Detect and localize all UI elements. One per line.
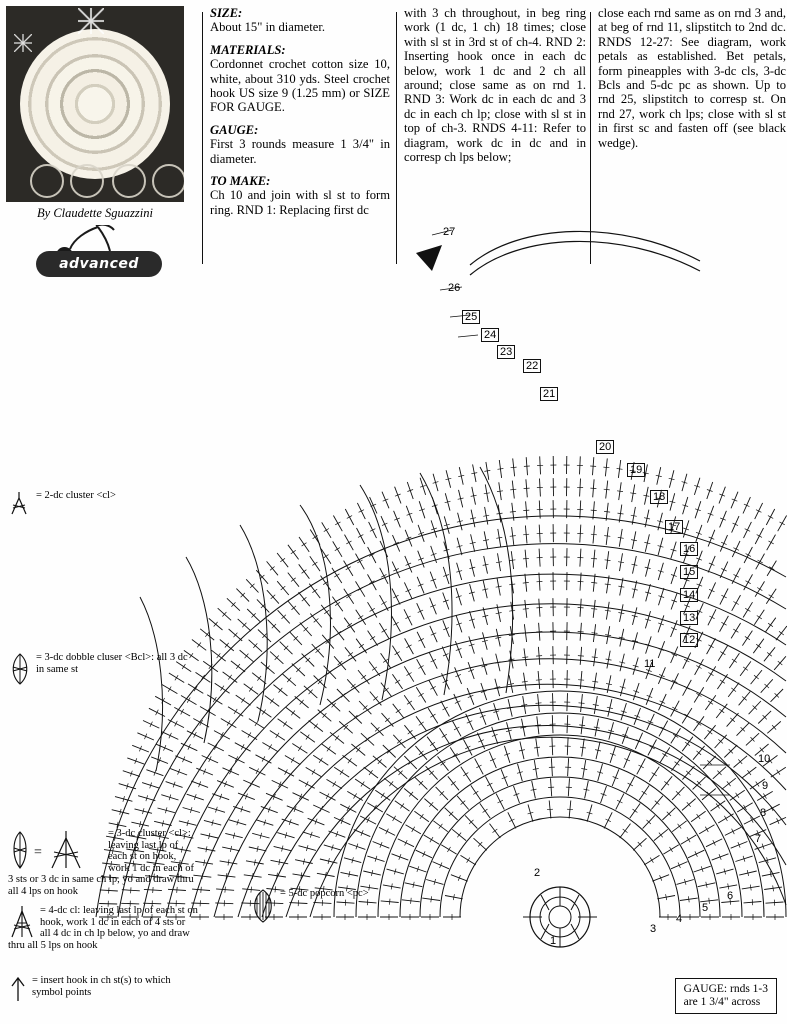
round-label-24: 24 xyxy=(481,328,499,342)
gauge-box xyxy=(675,978,777,1014)
ring-icon xyxy=(112,164,146,198)
round-label-12: 12 xyxy=(680,633,698,647)
column-instructions-right xyxy=(598,6,786,150)
legend-item-2dc-cluster xyxy=(8,490,198,516)
round-label-1: 1 xyxy=(550,935,556,947)
svg-text:=: = xyxy=(34,845,42,860)
sparkle-icon xyxy=(14,34,32,52)
section-body-materials: Cordonnet crochet cotton size 10, white, about 310 yds. Steel crochet hook US size 9 (1.25 mm) or SIZE FOR GAUGE. xyxy=(210,57,390,115)
ring-icon xyxy=(70,164,104,198)
round-label-7: 7 xyxy=(755,833,761,845)
instructions-right-text: close each rnd same as on rnd 3 and, at beg of rnd 11, slipstitch to 2nd dc. RNDS 12-27: See diagram, work petals as established. Bet petals, form pineapples with 3-dc cls, 3-dc Bcls and 5-dc pc as shown. Up to rnd 25, slipstitch to corresp st. On rnd 27, work ch lps; close with sl st in first sc and fasten off (see black wedge). xyxy=(598,6,786,150)
round-label-9: 9 xyxy=(762,780,768,792)
legend-label-3dc-double-cluster: = 3-dc dobble cluser <Bcl>: all 3 dc in same st xyxy=(8,652,198,675)
column-size-materials xyxy=(210,6,390,217)
legend-label-4dc-cluster: = 4-dc cl: leaving last lp of each st on hook, work 1 dc in each of 4 sts or all 4 dc in ch lp below, yo and draw thru all 5 lps on hook xyxy=(8,905,198,951)
four-dc-cluster-icon xyxy=(8,905,36,939)
round-label-2: 2 xyxy=(534,867,540,879)
diagram-svg xyxy=(0,205,787,1025)
two-dc-cluster-icon xyxy=(8,490,32,516)
thread-rings xyxy=(16,162,174,196)
three-dc-double-cluster-icon xyxy=(8,652,32,686)
five-dc-popcorn-icon xyxy=(250,888,276,924)
section-heading-gauge: GAUGE: xyxy=(210,123,390,137)
round-label-19: 19 xyxy=(627,463,645,477)
insert-hook-arrow-icon xyxy=(8,975,28,1003)
instructions-middle-text: with 3 ch throughout, in beg ring work (1 dc, 1 ch) 18 times; close with sl st in 3rd st of ch-4. RND 2: Inserting hook once in each dc below, work 1 dc and 2 ch all around; close same as on rnd 1. RND 3: Work dc in each dc and 3 dc in each ch lp; close with sl st in top of ch-3. RNDS 4-11: Refer to diagram, work dc in dc and in corresp ch lps below; xyxy=(404,6,586,164)
round-label-4: 4 xyxy=(676,913,682,925)
legend-item-4dc-cluster xyxy=(8,905,198,951)
round-label-18: 18 xyxy=(650,490,668,504)
round-label-10: 10 xyxy=(758,753,770,765)
diagram-outer-edge xyxy=(470,231,700,275)
round-label-5: 5 xyxy=(702,902,708,914)
legend-item-popcorn xyxy=(250,888,380,924)
round-label-26: 26 xyxy=(448,282,460,294)
round-label-14: 14 xyxy=(680,588,698,602)
ring-icon xyxy=(30,164,64,198)
crochet-diagram xyxy=(0,205,787,1025)
round-label-11: 11 xyxy=(644,658,655,670)
section-body-size: About 15" in diameter. xyxy=(210,20,390,34)
round-label-27: 27 xyxy=(443,226,455,238)
round-label-13: 13 xyxy=(680,611,698,625)
three-dc-cluster-icon xyxy=(8,828,104,872)
section-body-gauge: First 3 rounds measure 1 3/4" in diameter. xyxy=(210,137,390,166)
sparkle-icon xyxy=(78,8,104,34)
doily-image xyxy=(20,29,170,179)
round-label-8: 8 xyxy=(760,807,766,819)
legend-label-2dc-cluster: = 2-dc cluster <cl> xyxy=(8,490,198,502)
round-label-17: 17 xyxy=(665,520,683,534)
photo-credit: By Claudette Sguazzini xyxy=(6,206,184,221)
gauge-box-line1: GAUGE: rnds 1-3 xyxy=(684,983,768,996)
difficulty-label: advanced xyxy=(36,251,162,277)
legend-item-3dc-cluster xyxy=(8,828,198,898)
round-label-6: 6 xyxy=(727,890,733,902)
ring-icon xyxy=(152,164,184,198)
section-heading-size: SIZE: xyxy=(210,6,390,20)
round-label-21: 21 xyxy=(540,387,558,401)
legend-item-insert-hook xyxy=(8,975,198,1003)
gauge-box-line2: are 1 3/4" across xyxy=(684,996,768,1009)
section-heading-tomake: TO MAKE: xyxy=(210,174,390,188)
legend-item-3dc-double-cluster xyxy=(8,652,198,686)
round-label-20: 20 xyxy=(596,440,614,454)
section-body-tomake: Ch 10 and join with sl st to form ring. RND 1: Replacing first dc xyxy=(210,188,390,217)
crochet-doily-photo xyxy=(6,6,184,202)
round-label-3: 3 xyxy=(650,923,656,935)
legend-label-insert-hook: = insert hook in ch st(s) to which symbol points xyxy=(8,975,198,998)
diagram-center-motif xyxy=(523,887,597,947)
round-label-15: 15 xyxy=(680,565,698,579)
round-label-16: 16 xyxy=(680,542,698,556)
section-heading-materials: MATERIALS: xyxy=(210,43,390,57)
legend-label-3dc-cluster: = 3-dc cluster <cl>: leaving last lp of each st on hook, work 1 dc in each of 3 sts or 3 dc in same ch lp, yo and draw thru all 4 lps on hook xyxy=(8,828,198,898)
column-instructions-middle xyxy=(404,6,586,164)
round-label-25: 25 xyxy=(462,310,480,324)
legend-label-popcorn: = 5-dc popcorn <pc> xyxy=(250,888,380,900)
round-label-23: 23 xyxy=(497,345,515,359)
round-label-22: 22 xyxy=(523,359,541,373)
black-wedge-marker xyxy=(416,245,442,271)
